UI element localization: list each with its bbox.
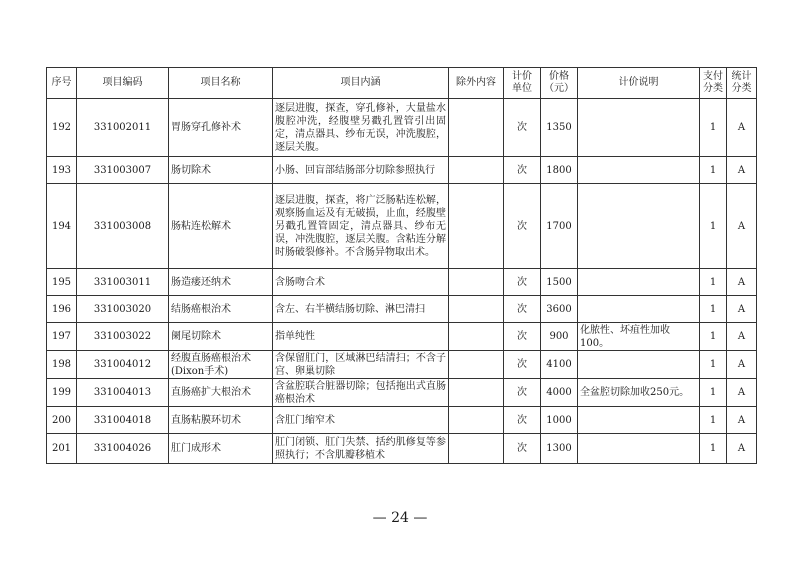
cell-unit: 次: [504, 184, 541, 269]
cell-unit: 次: [504, 296, 541, 323]
cell-code: 331004018: [77, 407, 169, 434]
cell-note: 全盆腔切除加收250元。: [578, 379, 700, 407]
cell-desc: 含左、右半横结肠切除、淋巴清扫: [273, 296, 449, 323]
cell-price: 1700: [541, 184, 578, 269]
cell-unit: 次: [504, 407, 541, 434]
cell-pay: 1: [700, 351, 727, 379]
table-row: [47, 157, 757, 184]
cell-stat: A: [727, 351, 757, 379]
cell-name: 肠粘连松解术: [169, 184, 273, 269]
cell-excl: [449, 407, 504, 434]
cell-unit: 次: [504, 323, 541, 351]
cell-name: 直肠粘膜环切术: [169, 407, 273, 434]
table-row: [47, 184, 757, 269]
cell-price: 1500: [541, 269, 578, 296]
cell-unit: 次: [504, 351, 541, 379]
cell-note: [578, 99, 700, 157]
cell-name: 经腹直肠癌根治术(Dixon手术): [169, 351, 273, 379]
cell-desc: 逐层进腹，探查，穿孔修补，大量盐水腹腔冲洗，经腹壁另戳孔置管引出固定，清点器具、纱布无误，冲洗腹腔，逐层关腹。: [273, 99, 449, 157]
cell-name: 肛门成形术: [169, 434, 273, 464]
cell-price: 1300: [541, 434, 578, 464]
cell-unit: 次: [504, 157, 541, 184]
table-row: [47, 296, 757, 323]
header-excl: 除外内容: [449, 68, 504, 99]
cell-code: 331003022: [77, 323, 169, 351]
cell-seq: 193: [47, 157, 77, 184]
cell-code: 331004012: [77, 351, 169, 379]
cell-stat: A: [727, 184, 757, 269]
cell-unit: 次: [504, 99, 541, 157]
cell-stat: A: [727, 379, 757, 407]
cell-price: 4000: [541, 379, 578, 407]
cell-stat: A: [727, 323, 757, 351]
cell-unit: 次: [504, 434, 541, 464]
table-row: [47, 434, 757, 464]
page-number: — 24 —: [372, 510, 428, 526]
cell-seq: 197: [47, 323, 77, 351]
cell-excl: [449, 323, 504, 351]
cell-desc: 含盆腔联合脏器切除；包括拖出式直肠癌根治术: [273, 379, 449, 407]
price-table: [46, 67, 757, 464]
cell-excl: [449, 157, 504, 184]
cell-note: [578, 184, 700, 269]
cell-code: 331004026: [77, 434, 169, 464]
cell-code: 331004013: [77, 379, 169, 407]
cell-note: [578, 296, 700, 323]
cell-note: [578, 434, 700, 464]
header-name: 项目名称: [169, 68, 273, 99]
cell-desc: 含肛门缩窄术: [273, 407, 449, 434]
table-header-row: [47, 68, 757, 99]
cell-stat: A: [727, 296, 757, 323]
cell-seq: 192: [47, 99, 77, 157]
header-note: 计价说明: [578, 68, 700, 99]
table-row: [47, 351, 757, 379]
cell-note: 化脓性、坏疽性加收100。: [578, 323, 700, 351]
cell-stat: A: [727, 434, 757, 464]
cell-desc: 含保留肛门，区域淋巴结清扫；不含子宫、卵巢切除: [273, 351, 449, 379]
cell-seq: 199: [47, 379, 77, 407]
cell-seq: 194: [47, 184, 77, 269]
cell-excl: [449, 379, 504, 407]
cell-note: [578, 407, 700, 434]
cell-pay: 1: [700, 99, 727, 157]
cell-desc: 含肠吻合术: [273, 269, 449, 296]
header-code: 项目编码: [77, 68, 169, 99]
cell-note: [578, 157, 700, 184]
cell-name: 结肠癌根治术: [169, 296, 273, 323]
cell-code: 331003007: [77, 157, 169, 184]
cell-name: 直肠癌扩大根治术: [169, 379, 273, 407]
header-price: 价格 （元）: [541, 68, 578, 99]
cell-stat: A: [727, 269, 757, 296]
cell-seq: 201: [47, 434, 77, 464]
cell-pay: 1: [700, 157, 727, 184]
cell-price: 1000: [541, 407, 578, 434]
table-row: [47, 99, 757, 157]
cell-pay: 1: [700, 269, 727, 296]
cell-price: 900: [541, 323, 578, 351]
cell-unit: 次: [504, 379, 541, 407]
header-desc: 项目内涵: [273, 68, 449, 99]
header-stat: 统计 分类: [727, 68, 757, 99]
cell-seq: 200: [47, 407, 77, 434]
cell-name: 肠造瘘还纳术: [169, 269, 273, 296]
cell-note: [578, 351, 700, 379]
table-row: [47, 323, 757, 351]
cell-pay: 1: [700, 379, 727, 407]
cell-desc: 肛门闭锁、肛门失禁、括约肌修复等参照执行；不含肌瓣移植术: [273, 434, 449, 464]
table-row: [47, 379, 757, 407]
cell-stat: A: [727, 157, 757, 184]
cell-unit: 次: [504, 269, 541, 296]
cell-code: 331003008: [77, 184, 169, 269]
cell-excl: [449, 184, 504, 269]
cell-excl: [449, 99, 504, 157]
cell-code: 331002011: [77, 99, 169, 157]
cell-seq: 195: [47, 269, 77, 296]
cell-pay: 1: [700, 434, 727, 464]
cell-seq: 196: [47, 296, 77, 323]
header-seq: 序号: [47, 68, 77, 99]
cell-pay: 1: [700, 184, 727, 269]
cell-code: 331003011: [77, 269, 169, 296]
table-body: [47, 99, 757, 464]
header-pay: 支付 分类: [700, 68, 727, 99]
cell-desc: 指单纯性: [273, 323, 449, 351]
cell-pay: 1: [700, 323, 727, 351]
cell-desc: 小肠、回盲部结肠部分切除参照执行: [273, 157, 449, 184]
cell-excl: [449, 269, 504, 296]
cell-seq: 198: [47, 351, 77, 379]
cell-price: 3600: [541, 296, 578, 323]
cell-name: 阑尾切除术: [169, 323, 273, 351]
cell-code: 331003020: [77, 296, 169, 323]
cell-price: 1350: [541, 99, 578, 157]
cell-pay: 1: [700, 296, 727, 323]
cell-excl: [449, 434, 504, 464]
cell-price: 1800: [541, 157, 578, 184]
cell-excl: [449, 351, 504, 379]
cell-stat: A: [727, 99, 757, 157]
table-row: [47, 269, 757, 296]
cell-excl: [449, 296, 504, 323]
table-row: [47, 407, 757, 434]
cell-name: 胃肠穿孔修补术: [169, 99, 273, 157]
cell-pay: 1: [700, 407, 727, 434]
cell-stat: A: [727, 407, 757, 434]
cell-price: 4100: [541, 351, 578, 379]
header-unit: 计价 单位: [504, 68, 541, 99]
cell-name: 肠切除术: [169, 157, 273, 184]
cell-desc: 逐层进腹，探查，将广泛肠粘连松解，观察肠血运及有无破损，止血，经腹壁另戳孔置管固定，清点器具、纱布无误，冲洗腹腔，逐层关腹。含粘连分解时肠破裂修补。不含肠异物取出术。: [273, 184, 449, 269]
cell-note: [578, 269, 700, 296]
